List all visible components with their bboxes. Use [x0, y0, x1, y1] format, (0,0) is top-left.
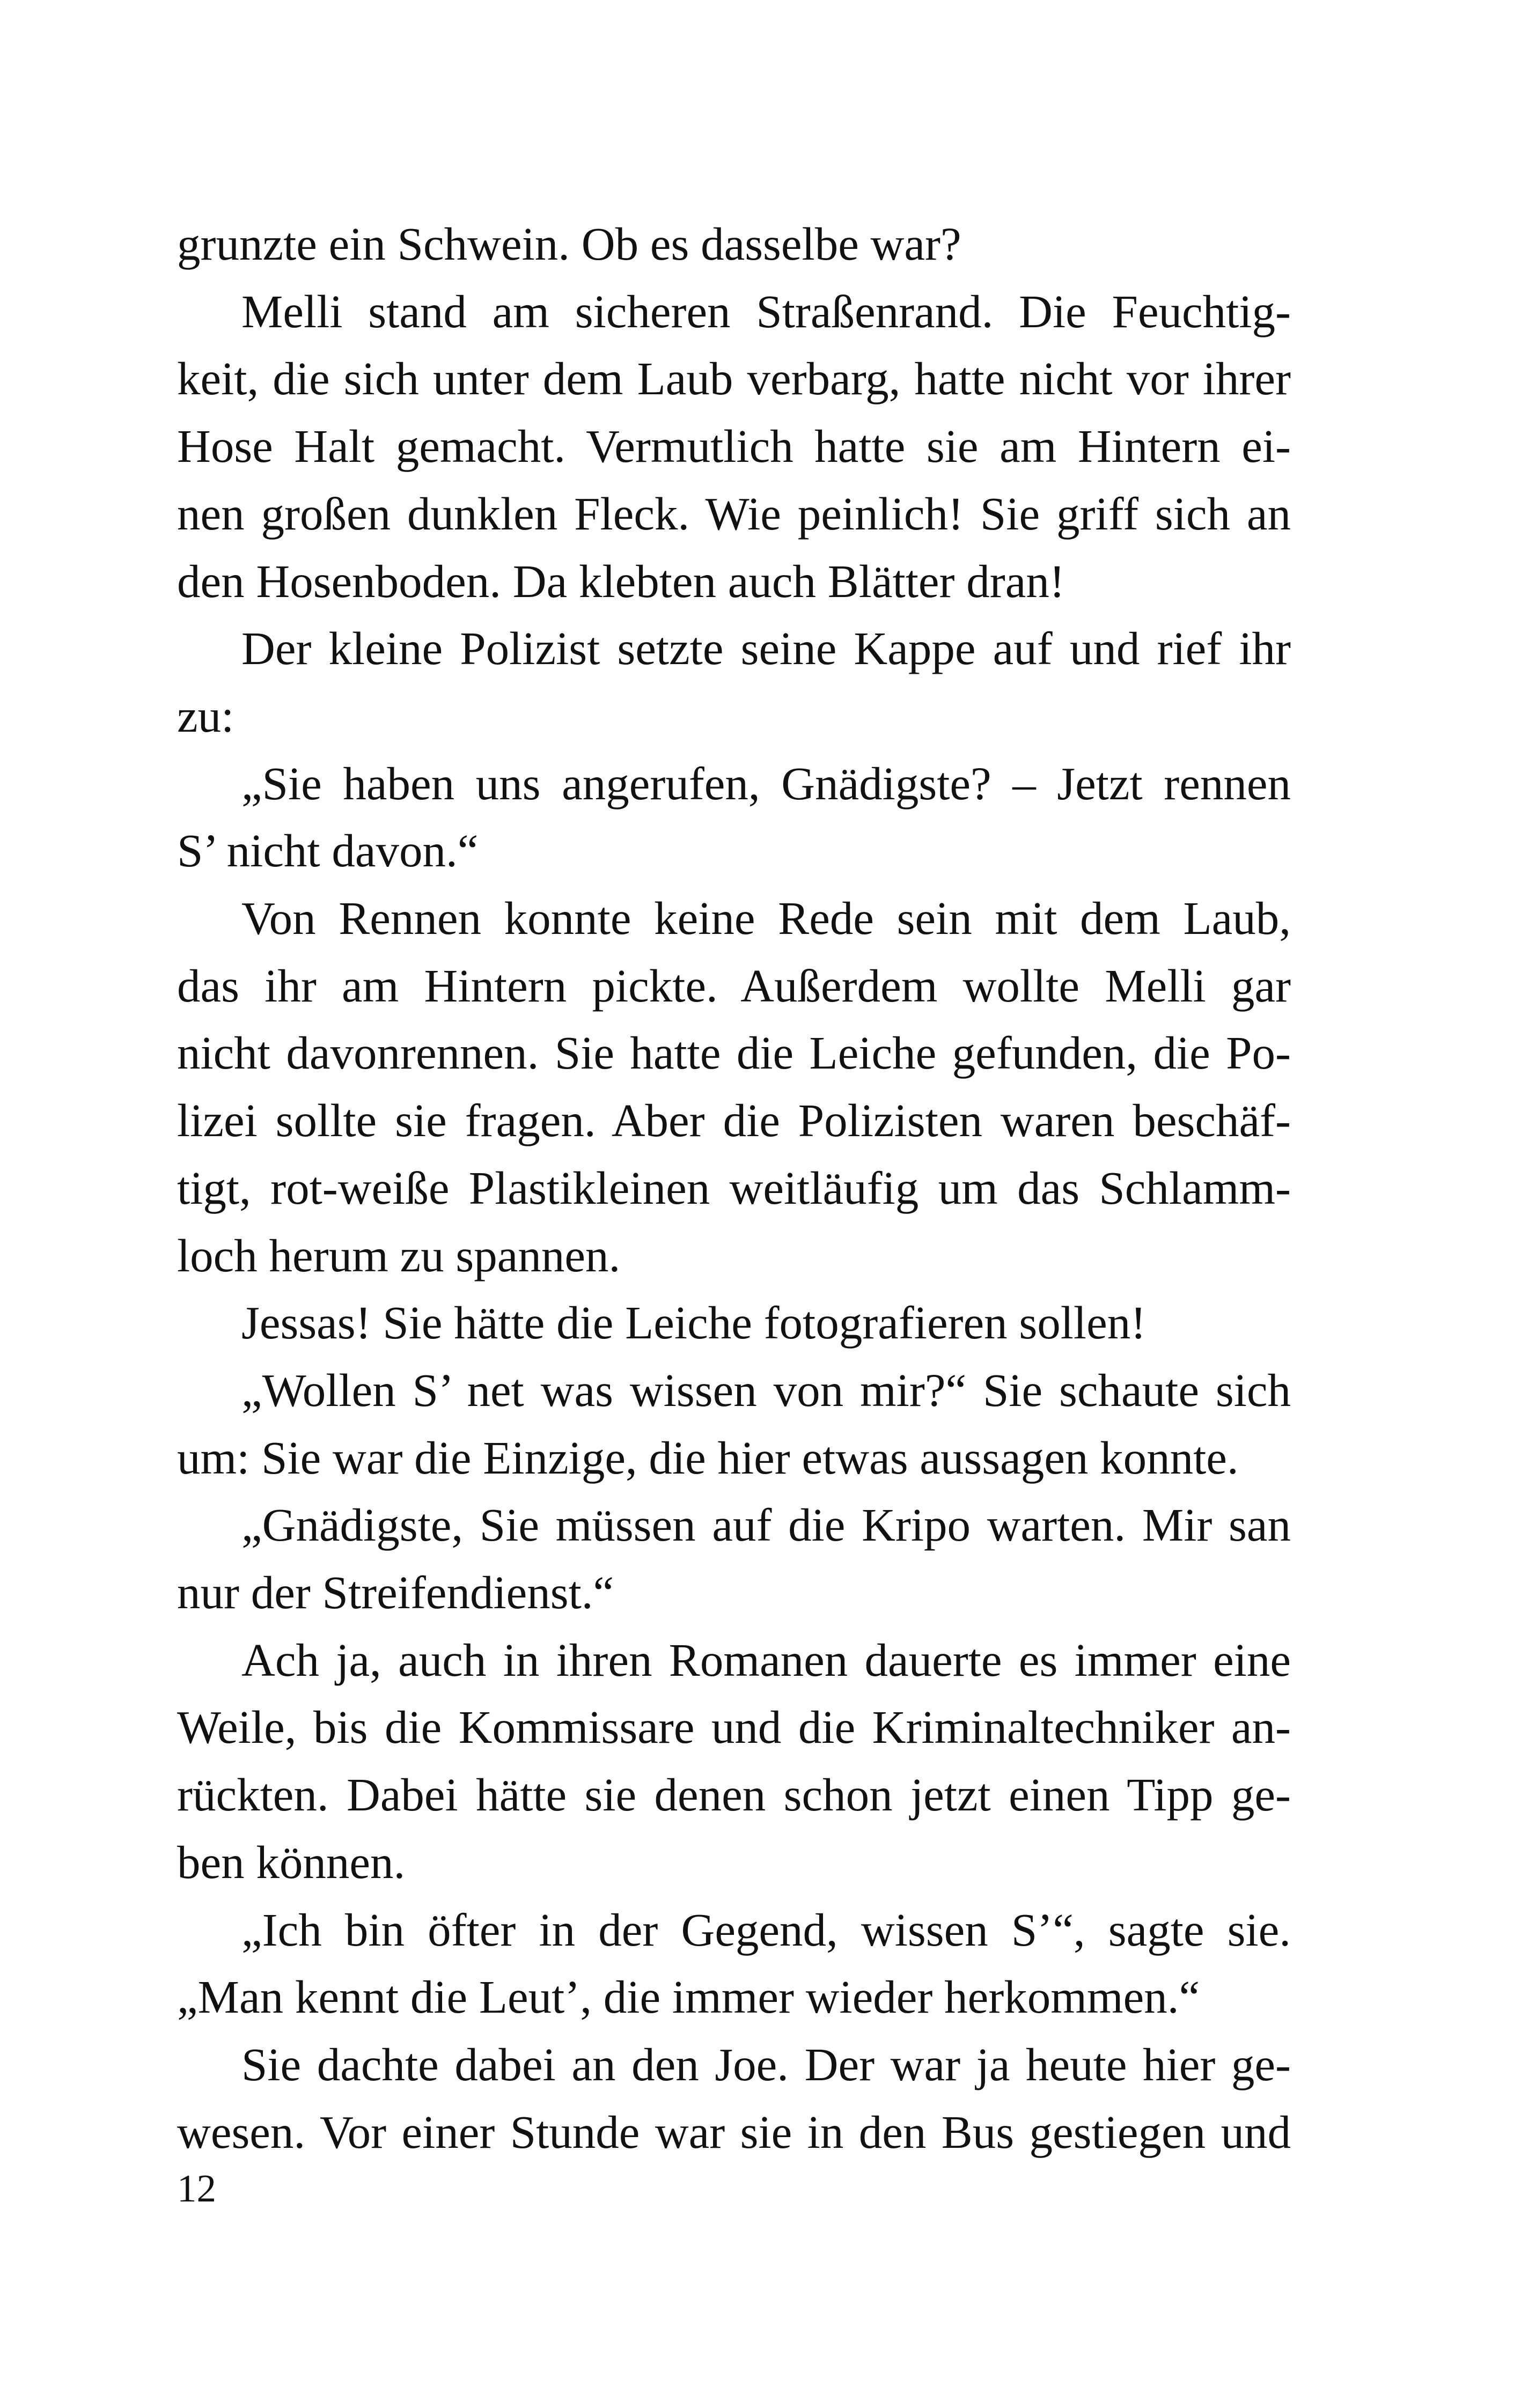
text-line: „Wollen S’ net was wissen von mir?“ Sie schaute sich — [241, 1364, 1291, 1416]
text-line: Von Rennen konnte keine Rede sein mit dem Laub, — [241, 892, 1291, 945]
text-line: Jessas! Sie hätte die Leiche fotografieren sollen! — [241, 1297, 1147, 1349]
text-line: S’ nicht davon.“ — [177, 824, 479, 877]
text-line: rückten. Dabei hätte sie denen schon jetzt einen Tipp ge- — [177, 1769, 1291, 1821]
text-line: zu: — [177, 689, 234, 742]
text-line: Sie dachte dabei an den Joe. Der war ja heute hier ge- — [241, 2038, 1291, 2090]
text-line: nur der Streifendienst.“ — [177, 1566, 614, 1619]
body-text — [177, 210, 1291, 2166]
text-line: wesen. Vor einer Stunde war sie in den Bus gestiegen und — [177, 2105, 1291, 2158]
text-line: Melli stand am sicheren Straßenrand. Die Feuchtig- — [241, 285, 1291, 337]
text-line: Ach ja, auch in ihren Romanen dauerte es immer eine — [241, 1633, 1291, 1686]
text-line: das ihr am Hintern pickte. Außerdem wollte Melli gar — [177, 959, 1291, 1012]
text-line: „Man kennt die Leut’, die immer wieder herkommen.“ — [177, 1971, 1200, 2023]
text-line: „Sie haben uns angerufen, Gnädigste? – Jetzt rennen — [241, 757, 1291, 809]
text-line: nen großen dunklen Fleck. Wie peinlich! Sie griff sich an — [177, 487, 1291, 540]
text-line: Hose Halt gemacht. Vermutlich hatte sie am Hintern ei- — [177, 420, 1291, 473]
page-number: 12 — [177, 2167, 216, 2210]
text-line: tigt, rot-weiße Plastikleinen weitläufig um das Schlamm- — [177, 1161, 1291, 1214]
text-line: „Ich bin öfter in der Gegend, wissen S’“, sagte sie. — [241, 1903, 1291, 1956]
text-line: „Gnädigste, Sie müssen auf die Kripo warten. Mir san — [241, 1499, 1291, 1551]
text-line: grunzte ein Schwein. Ob es dasselbe war? — [177, 218, 961, 270]
text-line: loch herum zu spannen. — [177, 1229, 621, 1282]
text-line: Weile, bis die Kommissare und die Kriminaltechniker an- — [177, 1701, 1291, 1754]
text-line: keit, die sich unter dem Laub verbarg, hatte nicht vor ihrer — [177, 352, 1291, 405]
text-line: lizei sollte sie fragen. Aber die Polizisten waren beschäf- — [177, 1094, 1291, 1147]
text-line: um: Sie war die Einzige, die hier etwas aussagen konnte. — [177, 1431, 1239, 1484]
text-line: den Hosenboden. Da klebten auch Blätter dran! — [177, 555, 1065, 607]
text-line: nicht davonrennen. Sie hatte die Leiche gefunden, die Po- — [177, 1027, 1291, 1079]
text-line: ben können. — [177, 1836, 406, 1888]
text-line: Der kleine Polizist setzte seine Kappe auf und rief ihr — [241, 622, 1291, 675]
